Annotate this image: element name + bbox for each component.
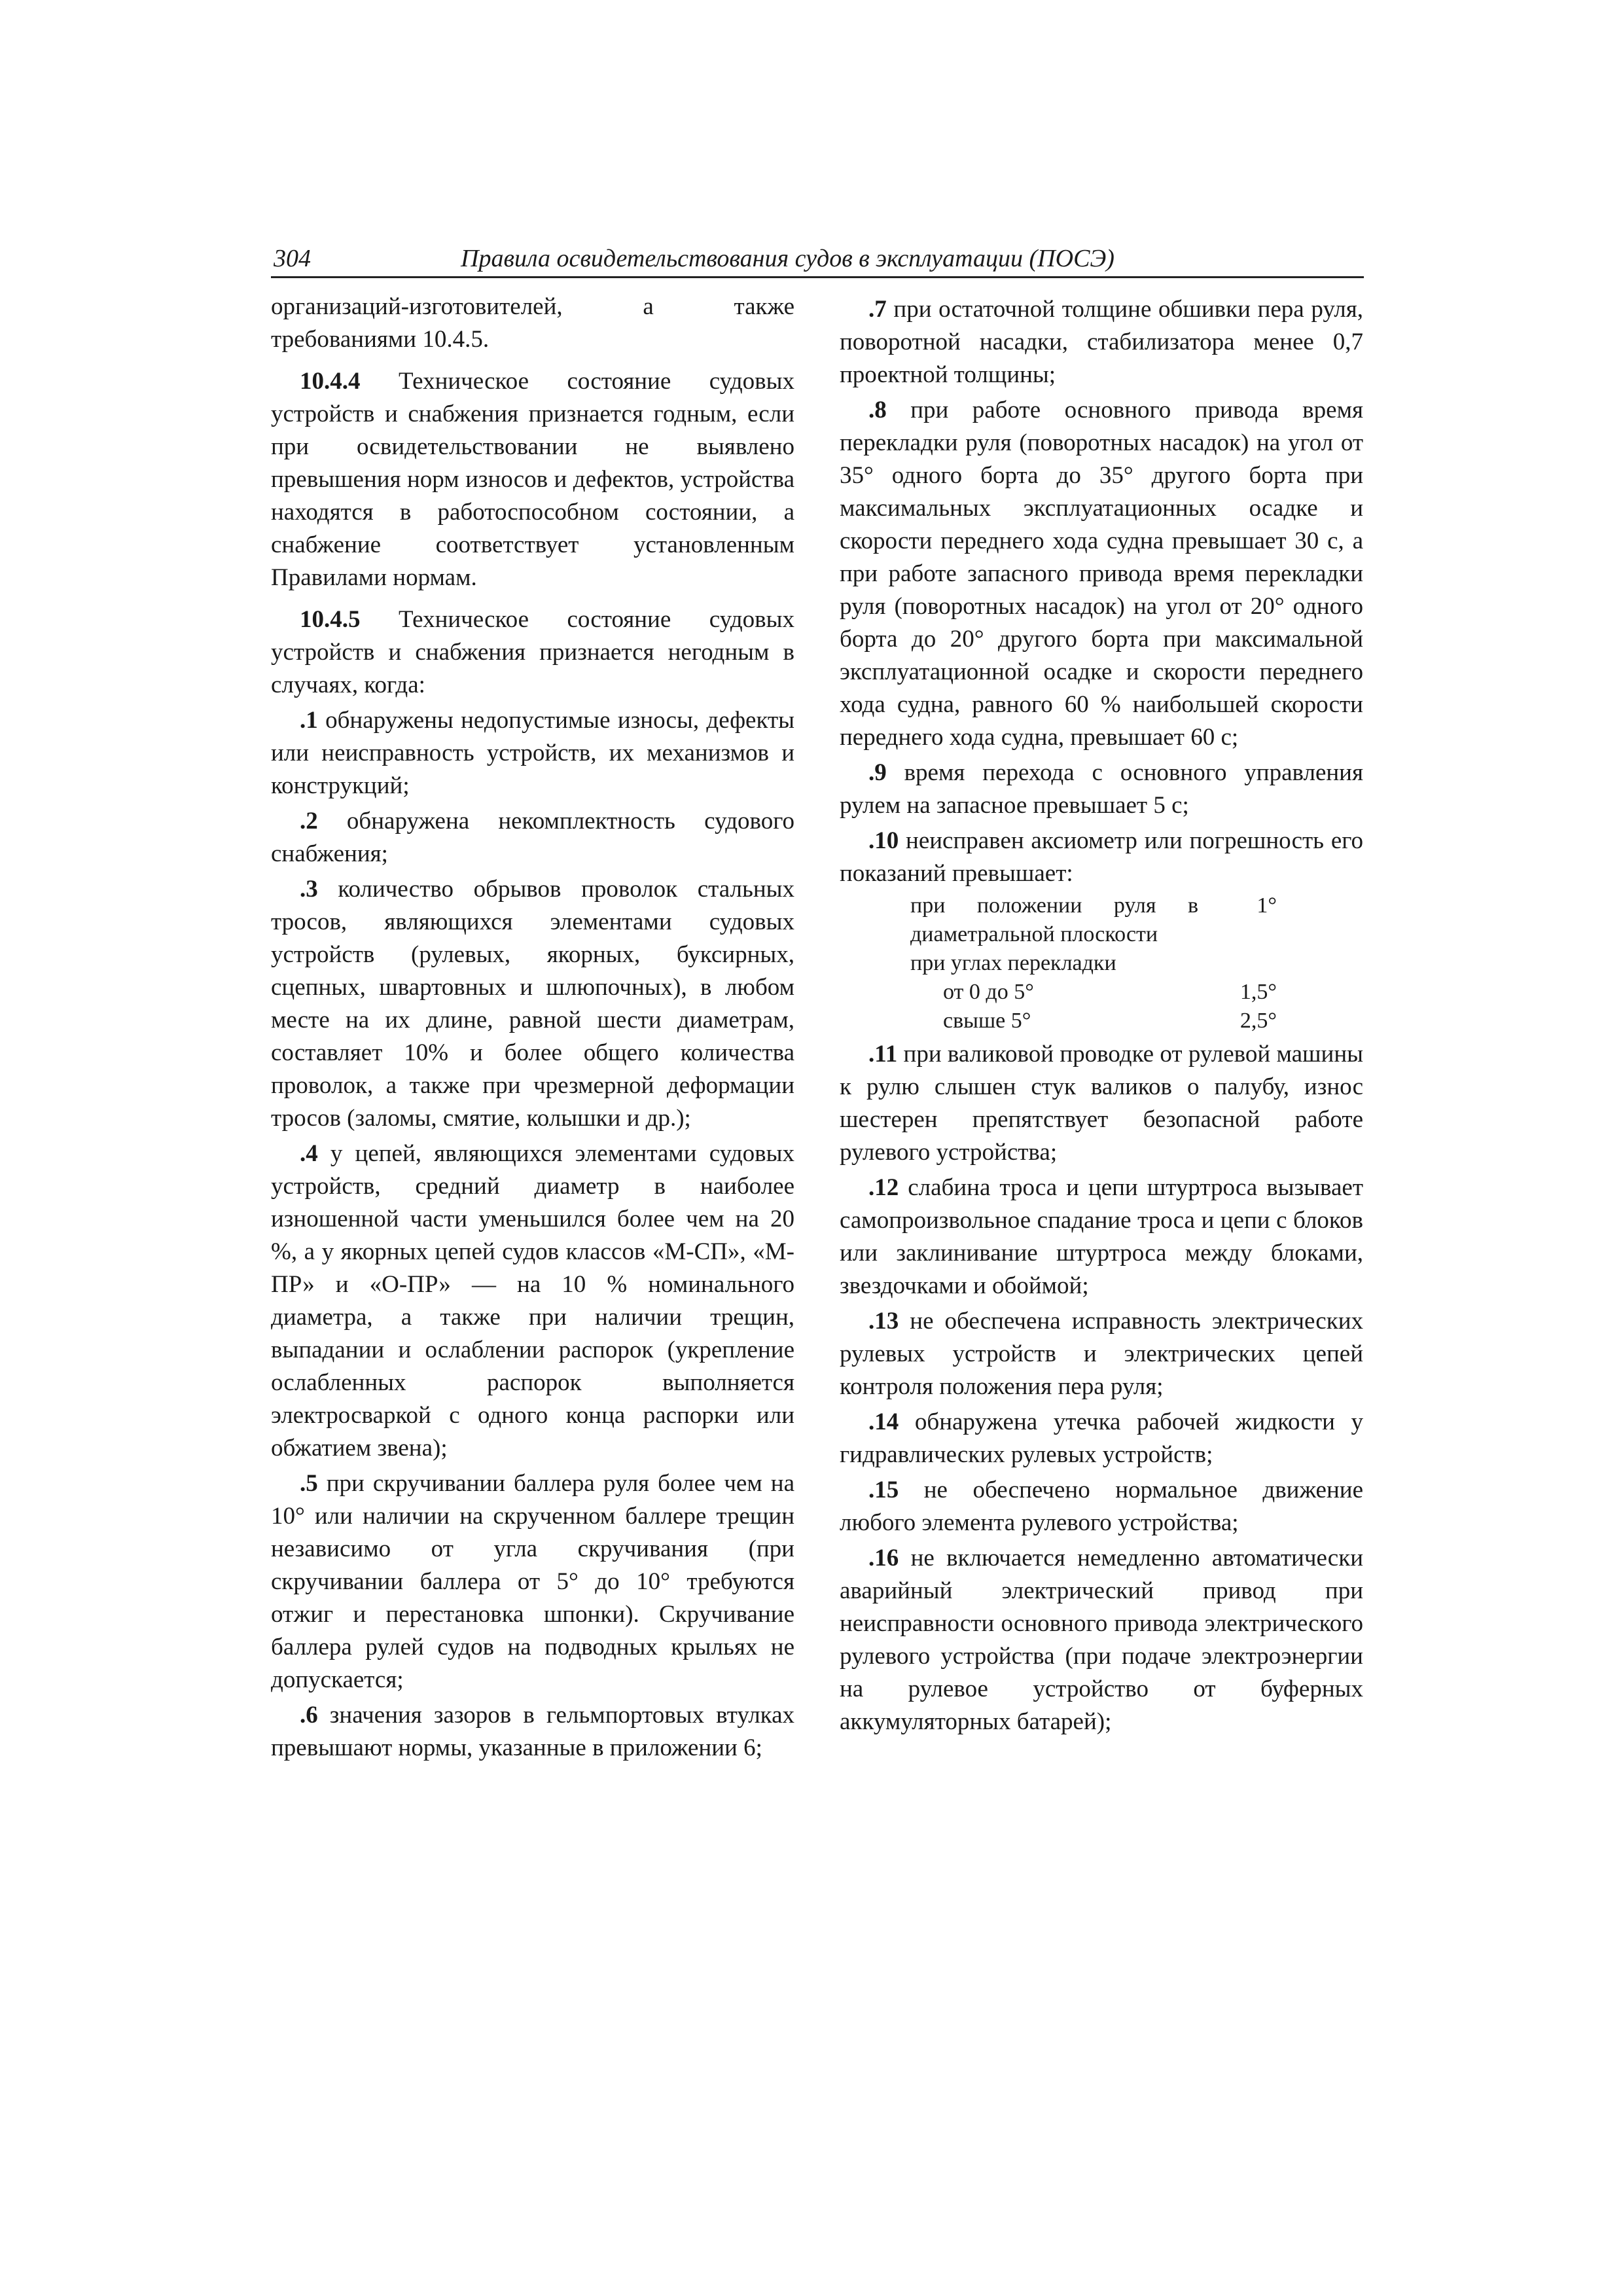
item-number: .12: [868, 1174, 899, 1201]
left-column: [271, 291, 794, 1765]
intro-paragraph: организаций-изготовителей, а также требованиями 10.4.5.: [271, 293, 794, 353]
list-item: [840, 1172, 1363, 1302]
item-text: при валиковой проводке от рулевой машины к рулю слышен стук валиков о палубу, износ шестерен препятствует безопасной работе рулевого устройства;: [840, 1041, 1363, 1166]
item-number: .5: [300, 1470, 318, 1497]
item-number: .1: [300, 707, 318, 734]
table-row: [910, 1007, 1277, 1035]
item-number: .3: [300, 876, 318, 903]
item-number: .11: [868, 1041, 898, 1067]
section-10-4-5: [271, 603, 794, 702]
item-number: .2: [300, 808, 318, 834]
item-number: .13: [868, 1308, 899, 1335]
table-cell-value: 1,5°: [1240, 980, 1277, 1004]
list-item: [840, 394, 1363, 754]
item-number: .7: [868, 296, 887, 323]
list-item: [271, 1467, 794, 1696]
item-text: при работе основного привода время перекладки руля (поворотных насадок) на угол от 35° одного борта до 35° другого борта при максимальных эксплуатационных осадке и скорости переднего хода судна превышает 30 с, а при работе запасного привода время перекладки руля (поворотных насадок) на угол от 20° одного борта до 20° другого борта при максимальной эксплуатационной осадке и скорости переднего хода судна, равного 60 % наибольшей скорости переднего хода судна, превышает 60 с;: [840, 397, 1363, 751]
item-text: не обеспечено нормальное движение любого элемента рулевого устройства;: [840, 1477, 1363, 1536]
table-cell-label: от 0 до 5°: [943, 980, 1034, 1004]
item-text: при остаточной толщине обшивки пера руля, поворотной насадки, стабилизатора менее 0,7 проектной толщины;: [840, 296, 1363, 388]
item-number: .14: [868, 1408, 899, 1435]
item-text: не включается немедленно автоматически аварийный электрический привод при неисправности основного привода электрического рулевого устройства (при подаче электроэнергии на рулевое устройство от буферных аккумуляторных батарей);: [840, 1545, 1363, 1735]
item-text: время перехода с основного управления рулем на запасное превышает 5 с;: [840, 759, 1363, 819]
list-item: [840, 1305, 1363, 1403]
section-text: Техническое состояние судовых устройств и снабжения признается негодным в случаях, когда:: [271, 606, 794, 698]
list-item: [271, 873, 794, 1135]
running-title: Правила освидетельствования судов в эксплуатации (ПОСЭ): [461, 245, 1115, 272]
table-cell-value: 2,5°: [1240, 1009, 1277, 1033]
item-text: обнаружена некомплектность судового снабжения;: [271, 808, 794, 867]
item-number: .15: [868, 1477, 899, 1503]
page-number: 304: [274, 245, 311, 272]
section-number: 10.4.5: [300, 606, 361, 633]
item-number: .8: [868, 397, 887, 423]
item-text: не обеспечена исправность электрических рулевых устройств и электрических цепей контроля положения пера руля;: [840, 1308, 1363, 1400]
section-10-4-4: [271, 365, 794, 594]
section-text: Техническое состояние судовых устройств и снабжения признается годным, если при освидетельствовании не выявлено превышения норм износов и дефектов, устройства находятся в работоспособном состоянии, а снабжение соответствует установленным Правилами нормам.: [271, 368, 794, 591]
item-text: количество обрывов проволок стальных тросов, являющихся элементами судовых устройств (рулевых, якорных, буксирных, сцепных, швартовных и шлюпочных), в любом месте на их длине, равной шести диаметрам, составляет 10% и более общего количества проволок, а также при чрезмерной деформации тросов (заломы, смятие, колышки и др.);: [271, 876, 794, 1132]
list-item: [271, 1699, 794, 1765]
list-item: [840, 1542, 1363, 1738]
table-cell-label: при углах перекладки: [910, 951, 1116, 975]
list-item: [271, 1138, 794, 1465]
list-item: [840, 757, 1363, 822]
list-item: [840, 1474, 1363, 1539]
section-number: 10.4.4: [300, 368, 361, 395]
list-item: [840, 1038, 1363, 1169]
table-row: [910, 978, 1277, 1007]
table-row: [910, 891, 1277, 949]
item-text: при скручивании баллера руля более чем на 10° или наличии на скрученном баллере трещин независимо от угла скручивания (при скручивании баллера от 5° до 10° требуются отжиг и перестановка шпонки). Скручивание баллера рулей судов на подводных крыльях не допускается;: [271, 1470, 794, 1693]
item-number: .10: [868, 827, 899, 854]
item-number: .16: [868, 1545, 899, 1571]
item-text: слабина троса и цепи штуртроса вызывает самопроизвольное спадание троса и цепи с блоков или заклинивание штуртроса между блоками, звездочками и обоймой;: [840, 1174, 1363, 1299]
item-number: .4: [300, 1140, 318, 1167]
item-text: обнаружена утечка рабочей жидкости у гидравлических рулевых устройств;: [840, 1408, 1363, 1468]
item-text: неисправен аксиометр или погрешность его показаний превышает:: [840, 827, 1363, 887]
table-cell-label: при положении руля в диаметральной плоскости: [910, 893, 1198, 946]
item-text: значения зазоров в гельмпортовых втулках превышают нормы, указанные в приложении 6;: [271, 1702, 794, 1761]
table-cell-label: свыше 5°: [943, 1009, 1031, 1033]
table-cell-value: 1°: [1257, 893, 1277, 918]
table-row: [910, 949, 1277, 978]
list-item: [840, 1406, 1363, 1471]
item-text: обнаружены недопустимые износы, дефекты или неисправность устройств, их механизмов и конструкций;: [271, 707, 794, 799]
running-header: [271, 241, 1364, 278]
item-number: .9: [868, 759, 887, 786]
list-item: [271, 805, 794, 870]
right-column: [840, 291, 1363, 1738]
item-text: у цепей, являющихся элементами судовых устройств, средний диаметр в наиболее изношенной части уменьшился более чем на 20 %, а у якорных цепей судов классов «М-СП», «М-ПР» и «О-ПР» — на 10 % номинального диаметра, а также при наличии трещин, выпадании и ослаблении распорок (укрепление ослабленных распорок выполняется электросваркой с одного конца распорки или обжатием звена);: [271, 1140, 794, 1462]
list-item: [840, 293, 1363, 391]
list-item: [271, 704, 794, 802]
list-item: [840, 825, 1363, 890]
item-number: .6: [300, 1702, 318, 1729]
tolerance-table: [910, 891, 1277, 1035]
